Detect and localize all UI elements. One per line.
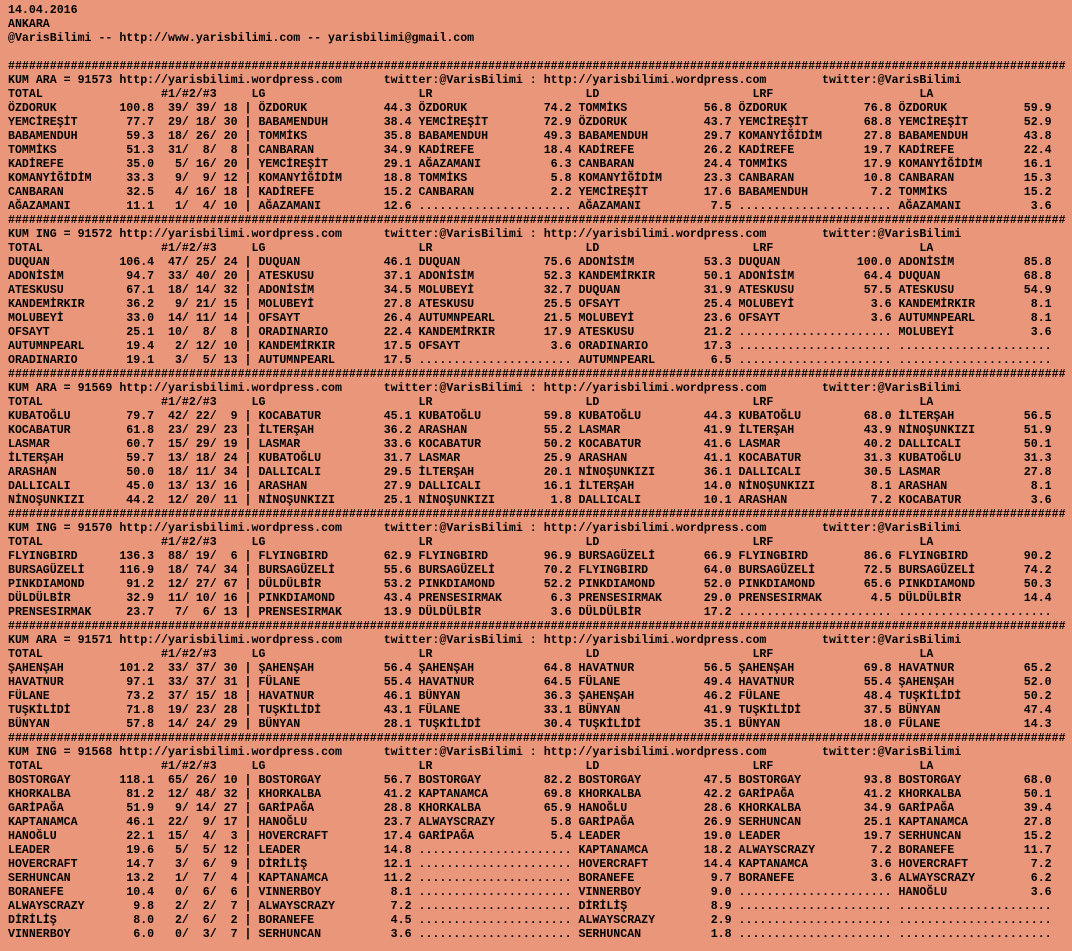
document-line: PRENSESIRMAK 23.7 7/ 6/ 13 | PRENSESIRMAK 13.9 DÜLDÜLBİR 3.6 DÜLDÜLBİR 17.2 ...................... ...................... [8,606,1052,619]
document-line: NİNOŞUNKIZI 44.2 12/ 20/ 11 | NİNOŞUNKIZI 25.1 NİNOŞUNKIZI 1.8 DALLICALI 10.1 ARASHAN 7.2 KOCABATUR 3.6 [8,494,1052,507]
document-line: YEMCİREŞİT 77.7 29/ 18/ 30 | BABAMENDUH 38.4 YEMCİREŞİT 72.9 ÖZDORUK 43.7 YEMCİREŞİT 68.8 YEMCİREŞİT 52.9 [8,116,1052,129]
document-line: KUM ING = 91568 http://yarisbilimi.wordpress.com twitter:@VarisBilimi : http://yarisbilimi.wordpress.com twitter:@VarisBilimi [8,746,962,759]
document-line: KANDEMİRKIR 36.2 9/ 21/ 15 | MOLUBEYİ 27.8 ATESKUSU 25.5 OFSAYT 25.4 MOLUBEYİ 3.6 KANDEMİRKIR 8.1 [8,298,1052,311]
document-line: TOTAL #1/#2/#3 LG LR LD LRF LA [8,396,934,409]
document-line: BÜNYAN 57.8 14/ 24/ 29 | BÜNYAN 28.1 TUŞKİLİDİ 30.4 TUŞKİLİDİ 35.1 BÜNYAN 18.0 FÜLANE 14.3 [8,718,1052,731]
document-line: ######################################################################################################################################################## [8,732,1066,745]
document-line: CANBARAN 32.5 4/ 16/ 18 | KADİREFE 15.2 CANBARAN 2.2 YEMCİREŞİT 17.6 BABAMENDUH 7.2 TOMMİKS 15.2 [8,186,1052,199]
document-line: ORADINARIO 19.1 3/ 5/ 13 | AUTUMNPEARL 17.5 ...................... AUTUMNPEARL 6.5 ...................... ...................... [8,354,1052,367]
document-line: AUTUMNPEARL 19.4 2/ 12/ 10 | KANDEMİRKIR 17.5 OFSAYT 3.6 ORADINARIO 17.3 ...................... ...................... [8,340,1052,353]
document-line: ALWAYSCRAZY 9.8 2/ 2/ 7 | ALWAYSCRAZY 7.2 ...................... DİRİLİŞ 8.9 ...................... ...................... [8,900,1052,913]
document-line: SERHUNCAN 13.2 1/ 7/ 4 | KAPTANAMCA 11.2 ...................... BORANEFE 9.7 BORANEFE 3.6 ALWAYSCRAZY 6.2 [8,872,1052,885]
document-line: FLYINGBIRD 136.3 88/ 19/ 6 | FLYINGBIRD 62.9 FLYINGBIRD 96.9 BURSAGÜZELİ 66.9 FLYINGBIRD 86.6 FLYINGBIRD 90.2 [8,550,1052,563]
document-line: KUM ARA = 91573 http://yarisbilimi.wordpress.com twitter:@VarisBilimi : http://yarisbilimi.wordpress.com twitter:@VarisBilimi [8,74,962,87]
document-line: ADONİSİM 94.7 33/ 40/ 20 | ATESKUSU 37.1 ADONİSİM 52.3 KANDEMİRKIR 50.1 ADONİSİM 64.4 DUQUAN 68.8 [8,270,1052,283]
document-line: TOTAL #1/#2/#3 LG LR LD LRF LA [8,648,934,661]
document-line: BORANEFE 10.4 0/ 6/ 6 | VINNERBOY 8.1 ...................... VINNERBOY 9.0 ...................... HANOĞLU 3.6 [8,886,1052,899]
document-line: MOLUBEYİ 33.0 14/ 11/ 14 | OFSAYT 26.4 AUTUMNPEARL 21.5 MOLUBEYİ 23.6 OFSAYT 3.6 AUTUMNPEARL 8.1 [8,312,1052,325]
document-line: BABAMENDUH 59.3 18/ 26/ 20 | TOMMİKS 35.8 BABAMENDUH 49.3 BABAMENDUH 29.7 KOMANYİĞİDİM 27.8 BABAMENDUH 43.8 [8,130,1052,143]
document-line: ATESKUSU 67.1 18/ 14/ 32 | ADONİSİM 34.5 MOLUBEYİ 32.7 DUQUAN 31.9 ATESKUSU 57.5 ATESKUSU 54.9 [8,284,1052,297]
document-line: 14.04.2016 [8,4,78,17]
document-line: HANOĞLU 22.1 15/ 4/ 3 | HOVERCRAFT 17.4 GARİPAĞA 5.4 LEADER 19.0 LEADER 19.7 SERHUNCAN 15.2 [8,830,1052,843]
document-line: KUBATOĞLU 79.7 42/ 22/ 9 | KOCABATUR 45.1 KUBATOĞLU 59.8 KUBATOĞLU 44.3 KUBATOĞLU 68.0 İLTERŞAH 56.5 [8,410,1052,423]
document-line [8,46,1066,60]
document-line: BOSTORGAY 118.1 65/ 26/ 10 | BOSTORGAY 56.7 BOSTORGAY 82.2 BOSTORGAY 47.5 BOSTORGAY 93.8 BOSTORGAY 68.0 [8,774,1052,787]
document-line: ARASHAN 50.0 18/ 11/ 34 | DALLICALI 29.5 İLTERŞAH 20.1 NİNOŞUNKIZI 36.1 DALLICALI 30.5 LASMAR 27.8 [8,466,1052,479]
document-line: İLTERŞAH 59.7 13/ 18/ 24 | KUBATOĞLU 31.7 LASMAR 25.9 ARASHAN 41.1 KOCABATUR 31.3 KUBATOĞLU 31.3 [8,452,1052,465]
document-line: AĞAZAMANI 11.1 1/ 4/ 10 | AĞAZAMANI 12.6 ...................... AĞAZAMANI 7.5 ...................... AĞAZAMANI 3.6 [8,200,1052,213]
document-line: TOTAL #1/#2/#3 LG LR LD LRF LA [8,760,934,773]
document-line: VINNERBOY 6.0 0/ 3/ 7 | SERHUNCAN 3.6 ...................... SERHUNCAN 1.8 ...................... ...................... [8,928,1052,941]
document-line: TUŞKİLİDİ 71.8 19/ 23/ 28 | TUŞKİLİDİ 43.1 FÜLANE 33.1 BÜNYAN 41.9 TUŞKİLİDİ 37.5 BÜNYAN 47.4 [8,704,1052,717]
document-line: ÖZDORUK 100.8 39/ 39/ 18 | ÖZDORUK 44.3 ÖZDORUK 74.2 TOMMİKS 56.8 ÖZDORUK 76.8 ÖZDORUK 59.9 [8,102,1052,115]
document-line: TOTAL #1/#2/#3 LG LR LD LRF LA [8,536,934,549]
document-line: ######################################################################################################################################################## [8,214,1066,227]
document-line: KUM ING = 91570 http://yarisbilimi.wordpress.com twitter:@VarisBilimi : http://yarisbilimi.wordpress.com twitter:@VarisBilimi [8,522,962,535]
document-line: KADİREFE 35.0 5/ 16/ 20 | YEMCİREŞİT 29.1 AĞAZAMANI 6.3 CANBARAN 24.4 TOMMİKS 17.9 KOMANYİĞİDİM 16.1 [8,158,1052,171]
document-line: DÜLDÜLBİR 32.9 11/ 10/ 16 | PINKDIAMOND 43.4 PRENSESIRMAK 6.3 PRENSESIRMAK 29.0 PRENSESIRMAK 4.5 DÜLDÜLBİR 14.4 [8,592,1052,605]
document-line: BURSAGÜZELİ 116.9 18/ 74/ 34 | BURSAGÜZELİ 55.6 BURSAGÜZELİ 70.2 FLYINGBIRD 64.0 BURSAGÜZELİ 72.5 BURSAGÜZELİ 74.2 [8,564,1052,577]
document-line: TOTAL #1/#2/#3 LG LR LD LRF LA [8,242,934,255]
document-line: DİRİLİŞ 8.0 2/ 6/ 2 | BORANEFE 4.5 ...................... ALWAYSCRAZY 2.9 ...................... ...................... [8,914,1052,927]
document-line: TOTAL #1/#2/#3 LG LR LD LRF LA [8,88,934,101]
document-line: DALLICALI 45.0 13/ 13/ 16 | ARASHAN 27.9 DALLICALI 16.1 İLTERŞAH 14.0 NİNOŞUNKIZI 8.1 ARASHAN 8.1 [8,480,1052,493]
document-line: HAVATNUR 97.1 33/ 37/ 31 | FÜLANE 55.4 HAVATNUR 64.5 FÜLANE 49.4 HAVATNUR 55.4 ŞAHENŞAH 52.0 [8,676,1052,689]
document-line: ŞAHENŞAH 101.2 33/ 37/ 30 | ŞAHENŞAH 56.4 ŞAHENŞAH 64.8 HAVATNUR 56.5 ŞAHENŞAH 69.8 HAVATNUR 65.2 [8,662,1052,675]
document-line: LEADER 19.6 5/ 5/ 12 | LEADER 14.8 ...................... KAPTANAMCA 18.2 ALWAYSCRAZY 7.2 BORANEFE 11.7 [8,844,1052,857]
race-results-document [8,4,1066,942]
document-line: DUQUAN 106.4 47/ 25/ 24 | DUQUAN 46.1 DUQUAN 75.6 ADONİSİM 53.3 DUQUAN 100.0 ADONİSİM 85.8 [8,256,1052,269]
document-line: PINKDIAMOND 91.2 12/ 27/ 67 | DÜLDÜLBİR 53.2 PINKDIAMOND 52.2 PINKDIAMOND 52.0 PINKDIAMOND 65.6 PINKDIAMOND 50.3 [8,578,1052,591]
document-line: OFSAYT 25.1 10/ 8/ 8 | ORADINARIO 22.4 KANDEMİRKIR 17.9 ATESKUSU 21.2 ...................... MOLUBEYİ 3.6 [8,326,1052,339]
document-line: ######################################################################################################################################################## [8,368,1066,381]
document-line: KHORKALBA 81.2 12/ 48/ 32 | KHORKALBA 41.2 KAPTANAMCA 69.8 KHORKALBA 42.2 GARİPAĞA 41.2 KHORKALBA 50.1 [8,788,1052,801]
document-line: TOMMİKS 51.3 31/ 8/ 8 | CANBARAN 34.9 KADİREFE 18.4 KADİREFE 26.2 KADİREFE 19.7 KADİREFE 22.4 [8,144,1052,157]
document-line: KOCABATUR 61.8 23/ 29/ 23 | İLTERŞAH 36.2 ARASHAN 55.2 LASMAR 41.9 İLTERŞAH 43.9 NİNOŞUNKIZI 51.9 [8,424,1052,437]
document-line: LASMAR 60.7 15/ 29/ 19 | LASMAR 33.6 KOCABATUR 50.2 KOCABATUR 41.6 LASMAR 40.2 DALLICALI 50.1 [8,438,1052,451]
document-line: KAPTANAMCA 46.1 22/ 9/ 17 | HANOĞLU 23.7 ALWAYSCRAZY 5.8 GARİPAĞA 26.9 SERHUNCAN 25.1 KAPTANAMCA 27.8 [8,816,1052,829]
document-line: ANKARA [8,18,50,31]
document-line: KUM ARA = 91571 http://yarisbilimi.wordpress.com twitter:@VarisBilimi : http://yarisbilimi.wordpress.com twitter:@VarisBilimi [8,634,962,647]
document-line: FÜLANE 73.2 37/ 15/ 18 | HAVATNUR 46.1 BÜNYAN 36.3 ŞAHENŞAH 46.2 FÜLANE 48.4 TUŞKİLİDİ 50.2 [8,690,1052,703]
document-line: ######################################################################################################################################################## [8,508,1066,521]
document-line: HOVERCRAFT 14.7 3/ 6/ 9 | DİRİLİŞ 12.1 ...................... HOVERCRAFT 14.4 KAPTANAMCA 3.6 HOVERCRAFT 7.2 [8,858,1052,871]
document-line: ######################################################################################################################################################## [8,60,1066,73]
document-line: ######################################################################################################################################################## [8,620,1066,633]
document-line: KUM ING = 91572 http://yarisbilimi.wordpress.com twitter:@VarisBilimi : http://yarisbilimi.wordpress.com twitter:@VarisBilimi [8,228,962,241]
document-line: KOMANYİĞİDİM 33.3 9/ 9/ 12 | KOMANYİĞİDİM 18.8 TOMMİKS 5.8 KOMANYİĞİDİM 23.3 CANBARAN 10.8 CANBARAN 15.3 [8,172,1052,185]
document-line: @VarisBilimi -- http://www.yarisbilimi.com -- yarisbilimi@gmail.com [8,32,475,45]
document-line: KUM ARA = 91569 http://yarisbilimi.wordpress.com twitter:@VarisBilimi : http://yarisbilimi.wordpress.com twitter:@VarisBilimi [8,382,962,395]
document-line: GARİPAĞA 51.9 9/ 14/ 27 | GARİPAĞA 28.8 KHORKALBA 65.9 HANOĞLU 28.6 KHORKALBA 34.9 GARİPAĞA 39.4 [8,802,1052,815]
